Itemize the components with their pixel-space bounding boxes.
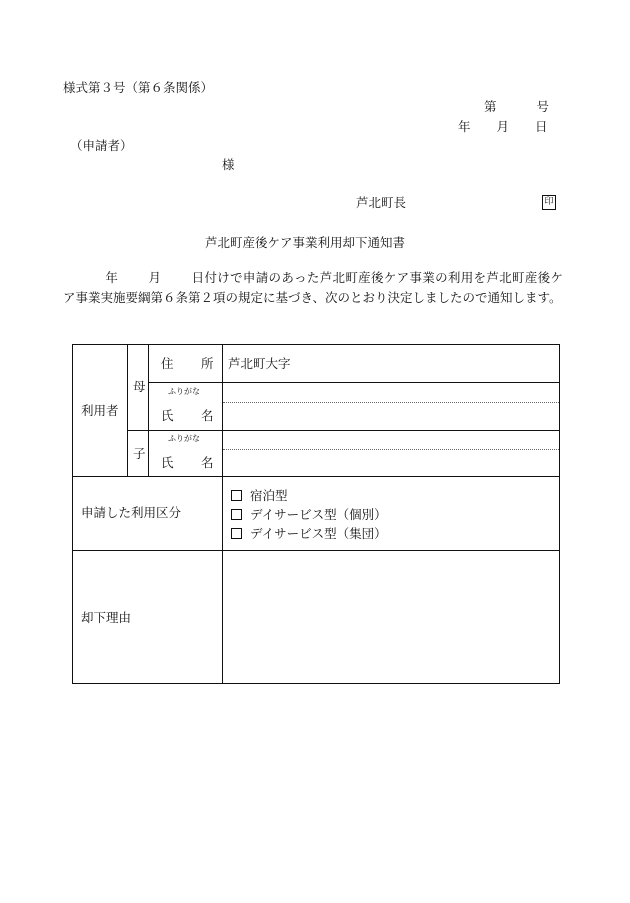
address-value: 芦北町大字 (228, 356, 291, 371)
usage-option-day-individual[interactable]: デイサービス型（個別） (231, 509, 387, 522)
body-year: 年 (105, 270, 119, 285)
date-line (458, 121, 548, 134)
mother-furigana-label: ふりがな (168, 387, 200, 396)
child-name-label-2: 名 (201, 455, 214, 470)
document-title: 芦北町産後ケア事業利用却下通知書 (205, 235, 406, 250)
reason-label: 却下理由 (81, 610, 132, 625)
grid-line (222, 345, 223, 683)
checkbox-icon[interactable] (231, 490, 242, 501)
address-label-2: 所 (201, 356, 214, 371)
details-table (72, 344, 560, 684)
grid-line (73, 476, 559, 477)
user-label: 利用者 (81, 403, 119, 418)
seal-mark: 印 (542, 195, 556, 210)
grid-line (127, 345, 128, 476)
honorific: 様 (222, 157, 235, 172)
number-go: 号 (536, 99, 550, 114)
issuer-name: 芦北町長 (356, 195, 407, 210)
notice-body (63, 268, 563, 308)
checkbox-icon[interactable] (231, 509, 242, 520)
date-year: 年 (458, 119, 471, 134)
body-month: 月 (148, 270, 162, 285)
mother-label: 母 (133, 379, 146, 394)
grid-line (148, 382, 559, 383)
usage-option-day-group[interactable]: デイサービス型（集団） (231, 528, 387, 541)
checkbox-icon[interactable] (231, 528, 242, 539)
date-month: 月 (496, 119, 510, 134)
child-name-label-1: 氏 (161, 455, 174, 470)
usage-option-overnight[interactable]: 宿泊型 (231, 490, 288, 503)
body-text: 日付けで申請のあった芦北町産後ケア事業の利用を芦北町産後ケア事業実施要綱第６条第２項の規定に基づき、次のとおり決定しましたので通知します。 (63, 270, 563, 305)
child-label: 子 (133, 446, 146, 461)
address-label-1: 住 (161, 356, 174, 371)
date-day: 日 (535, 119, 548, 134)
furigana-separator (223, 449, 559, 450)
furigana-separator (223, 402, 559, 403)
usage-label: 申請した利用区分 (81, 505, 182, 520)
grid-line (73, 550, 559, 551)
number-dai: 第 (484, 99, 497, 114)
document-number-line (484, 101, 549, 114)
form-number: 様式第３号（第６条関係） (63, 80, 214, 95)
grid-line (127, 430, 559, 431)
applicant-label: （申請者） (70, 138, 133, 153)
grid-line (148, 345, 149, 476)
child-furigana-label: ふりがな (168, 434, 200, 443)
mother-name-label-2: 名 (201, 408, 214, 423)
mother-name-label-1: 氏 (161, 408, 174, 423)
